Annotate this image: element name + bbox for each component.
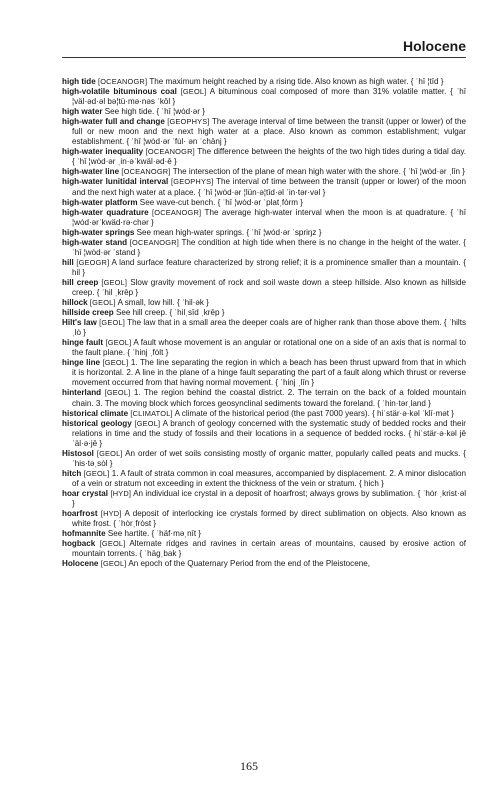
dictionary-entry bbox=[62, 419, 466, 449]
pronunciation: { ˈhī ¦wȯd·ər ˌlīn } bbox=[403, 167, 466, 177]
headword: high water bbox=[62, 107, 103, 117]
field-label: [GEOPHYS] bbox=[167, 117, 210, 127]
field-label: [GEOL] bbox=[104, 388, 131, 398]
dictionary-entry bbox=[62, 308, 466, 318]
field-label: [GEOL] bbox=[83, 468, 110, 478]
definition: The intersection of the plane of mean high water with the shore. bbox=[172, 167, 401, 177]
pronunciation: { ˈhȯrˌfrȯst } bbox=[113, 519, 157, 529]
headword: high tide bbox=[62, 77, 96, 86]
dictionary-entry bbox=[62, 117, 466, 147]
definition: See hill creep. bbox=[115, 308, 168, 318]
field-label: [HYD] bbox=[100, 509, 122, 519]
definition: See high tide. bbox=[104, 107, 155, 117]
definition: A small, low hill. bbox=[117, 298, 175, 308]
field-label: [GEOL] bbox=[105, 338, 132, 348]
definition: A branch of geology concerned with the systematic study of bedded rocks and their relations in time and the study of fossils and their locations in a sequence of bedded rocks. bbox=[72, 418, 466, 438]
pronunciation: { ˈhil ˌkrēp } bbox=[96, 287, 139, 297]
field-label: [GEOL] bbox=[102, 358, 129, 368]
pronunciation: { ˈhäf·məˌnīt } bbox=[151, 529, 202, 539]
definition: A bituminous coal composed of more than 31% volatile matter. bbox=[209, 87, 447, 97]
dictionary-entry bbox=[62, 469, 466, 489]
headword: high-water line bbox=[62, 167, 120, 177]
pronunciation: { ˈhägˌbak } bbox=[139, 549, 182, 559]
definition: Alternate ridges and ravines in certain areas of mountains, caused by erosive action of mountain torrents. bbox=[72, 539, 466, 559]
definition: See hartite. bbox=[107, 529, 150, 539]
definition: An order of wet soils consisting mostly of organic matter, popularly called peats and mucks. bbox=[125, 448, 461, 458]
pronunciation: { ˈhī ¦wȯd·ər ¦lün·ə¦tīd·əl ˈin·tər·vəl } bbox=[198, 187, 326, 197]
dictionary-entry bbox=[62, 107, 466, 117]
pronunciation: { ˈhil·ək } bbox=[176, 298, 209, 308]
dictionary-entry bbox=[62, 539, 466, 559]
entry-list bbox=[62, 77, 466, 569]
headword: hill bbox=[62, 257, 74, 267]
pronunciation: { ˈhinj ˌlīn } bbox=[275, 378, 315, 388]
pronunciation: { ˈhinj ˌfȯlt } bbox=[127, 348, 169, 358]
pronunciation: { ˈhī ¦wȯd·ər ˈstand } bbox=[72, 237, 467, 257]
pronunciation: { ˈhȯr ˌkrist·əl } bbox=[72, 488, 467, 508]
definition: See mean high-water springs. bbox=[136, 227, 245, 237]
definition: A land surface feature characterized by strong relief; it is a prominence smaller than a mountain. bbox=[111, 257, 461, 267]
headword: hoarfrost bbox=[62, 509, 98, 519]
dictionary-entry bbox=[62, 559, 466, 569]
dictionary-entry bbox=[62, 177, 466, 197]
definition: Slow gravity movement of rock and soil waste down a steep hillside. Also known as hillside creep. bbox=[72, 277, 467, 297]
dictionary-entry bbox=[62, 208, 466, 228]
definition: The condition at high tide when there is no change in the height of the water. bbox=[181, 237, 461, 247]
field-label: [OCEANOGR] bbox=[129, 237, 179, 247]
headword: hoar crystal bbox=[62, 488, 109, 498]
field-label: [GEOPHYS] bbox=[171, 177, 214, 187]
field-label: [OCEANOGR] bbox=[145, 147, 195, 157]
pronunciation: { hich } bbox=[359, 478, 384, 488]
field-label: [HYD] bbox=[110, 488, 132, 498]
pronunciation: { ˈhin·tərˌland } bbox=[377, 398, 431, 408]
headword: hofmannite bbox=[62, 529, 106, 539]
definition: The interval of time between the transit (upper or lower) of the moon and the next high water at a place. bbox=[72, 177, 466, 197]
dictionary-entry bbox=[62, 318, 466, 338]
field-label: [GEOL] bbox=[89, 298, 116, 308]
headword: historical climate bbox=[62, 408, 129, 418]
definition: 1. A fault of strata common in coal measures, accompanied by displacement. 2. A minor dislocation of a vein or stratum not exceeding in extent the thickness of the vein or stratum. bbox=[72, 468, 466, 488]
definition: A climate of the historical period (the past 7000 years). bbox=[174, 408, 370, 418]
headword: high-volatile bituminous coal bbox=[62, 87, 177, 97]
dictionary-entry bbox=[62, 509, 466, 529]
field-label: [GEOL] bbox=[99, 318, 125, 328]
pronunciation: { ˈhis·təˌsȯl } bbox=[72, 448, 467, 468]
definition: The maximum height reached by a rising tide. Also known as high water. bbox=[149, 77, 409, 86]
pronunciation: { ˈhī ¦wȯd·ər ˈplatˌfȯrm } bbox=[217, 197, 303, 207]
field-label: [GEOL] bbox=[101, 277, 128, 287]
headword: hill creep bbox=[62, 277, 99, 287]
field-label: [OCEANOGR] bbox=[121, 167, 171, 177]
pronunciation: { ˈhī ¦väl·əd·əl bə¦tü·mə·nəs ˈkōl } bbox=[72, 87, 467, 107]
headword: hillside creep bbox=[62, 308, 114, 318]
dictionary-entry bbox=[62, 147, 466, 167]
pronunciation: { ˈhī ¦wȯd·ər ˈfu̇l· ən ˈchānj } bbox=[126, 137, 227, 147]
field-label: [GEOL] bbox=[180, 87, 207, 97]
headword: Hilt's law bbox=[62, 318, 97, 328]
dictionary-entry bbox=[62, 388, 466, 408]
dictionary-entry bbox=[62, 198, 466, 208]
headword: high-water inequality bbox=[62, 147, 144, 157]
dictionary-entry bbox=[62, 358, 466, 388]
running-head: Holocene bbox=[402, 38, 466, 54]
field-label: [GEOL] bbox=[96, 448, 123, 458]
pronunciation: { ˈhī ¦wȯd·ər } bbox=[156, 107, 205, 117]
headword: hinterland bbox=[62, 388, 102, 398]
pronunciation: { ˈhilˌsīd ˌkrēp } bbox=[169, 308, 225, 318]
pronunciation: { ˈhī ¦wȯd·ər ˌin·əˈkwäl·əd·ē } bbox=[72, 157, 177, 167]
field-label: [GEOL] bbox=[100, 559, 127, 569]
dictionary-entry bbox=[62, 167, 466, 177]
headword: high-water quadrature bbox=[62, 207, 149, 217]
pronunciation: { hiˈstär·ə·kəl ˈklī·mət } bbox=[372, 408, 454, 418]
dictionary-entry bbox=[62, 238, 466, 258]
definition: An individual ice crystal in a deposit of hoarfrost; always grows by sublimation. bbox=[133, 488, 416, 498]
headword: high-water springs bbox=[62, 227, 135, 237]
dictionary-entry bbox=[62, 87, 466, 107]
dictionary-entry bbox=[62, 298, 466, 308]
dictionary-entry bbox=[62, 228, 466, 238]
field-label: [GEOL] bbox=[134, 418, 161, 428]
dictionary-entry bbox=[62, 409, 466, 419]
dictionary-entry bbox=[62, 77, 466, 87]
pronunciation: { ˈhī ¦tīd } bbox=[410, 77, 444, 86]
dictionary-entry bbox=[62, 449, 466, 469]
pronunciation: { ˈhī ¦wȯd·ərˈkwäd·rə·chər } bbox=[72, 207, 467, 227]
dictionary-entry bbox=[62, 338, 466, 358]
pronunciation: { hil } bbox=[72, 257, 467, 277]
definition: The average interval of time between the transit (upper or lower) of the full or new moon and the next high water at a place. Also known as common establishment; vulgar establishment. bbox=[72, 117, 467, 147]
dictionary-entry bbox=[62, 258, 466, 278]
definition: 1. The line separating the region in which a beach has been thrust upward from that in which it is horizontal. 2. A line in the plane of a hinge fault separating the part of a fault along which thrust or reverse movement occurred from that having normal movement. bbox=[72, 358, 467, 388]
headword: high-water full and change bbox=[62, 117, 165, 127]
field-label: [OCEANOGR] bbox=[97, 77, 148, 86]
definition: The average high-water interval when the moon is at quadrature. bbox=[204, 207, 448, 217]
definition: The law that in a small area the deeper coals are of higher rank than those above them. bbox=[127, 318, 442, 328]
page-number: 165 bbox=[240, 759, 258, 773]
headword: hinge line bbox=[62, 358, 101, 368]
headword: hogback bbox=[62, 539, 96, 549]
headword: Histosol bbox=[62, 448, 94, 458]
dictionary-entry bbox=[62, 278, 466, 298]
dictionary-entry bbox=[62, 489, 466, 509]
definition: See wave-cut bench. bbox=[139, 197, 216, 207]
header-rule bbox=[62, 57, 466, 58]
definition: An epoch of the Quaternary Period from the end of the Pleistocene, bbox=[128, 559, 370, 569]
dictionary-entry bbox=[62, 529, 466, 539]
field-label: [GEOL] bbox=[99, 539, 126, 549]
definition: A fault whose movement is an angular or rotational one on a side of an axis that is normal to the fault plane. bbox=[72, 338, 467, 358]
pronunciation: { ˈhī ¦wȯd·ər ˈspriŋz } bbox=[246, 227, 322, 237]
definition: A deposit of interlocking ice crystals formed by direct sublimation on objects. Also known as white frost. bbox=[72, 509, 467, 529]
headword: high-water platform bbox=[62, 197, 138, 207]
headword: Holocene bbox=[62, 559, 99, 569]
definition: 1. The region behind the coastal district. 2. The terrain on the back of a folded mountain chain. 3. The moving block which forces geosynclinal sediments toward the foreland. bbox=[72, 388, 467, 408]
pronunciation: { ˈhilts ˌlȯ } bbox=[72, 318, 467, 338]
field-label: [CLIMATOL] bbox=[130, 408, 173, 418]
headword: historical geology bbox=[62, 418, 132, 428]
field-label: [GEOGR] bbox=[76, 257, 110, 267]
headword: hinge fault bbox=[62, 338, 104, 348]
headword: hillock bbox=[62, 298, 88, 308]
definition: The difference between the heights of the two high tides during a tidal day. bbox=[197, 147, 467, 157]
headword: high-water stand bbox=[62, 237, 128, 247]
pronunciation: { hiˈstär·ə·kəl jēˈäl·ə·jē } bbox=[72, 428, 466, 448]
field-label: [OCEANOGR] bbox=[152, 207, 202, 217]
headword: hitch bbox=[62, 468, 82, 478]
headword: high-water lunitidal interval bbox=[62, 177, 169, 187]
